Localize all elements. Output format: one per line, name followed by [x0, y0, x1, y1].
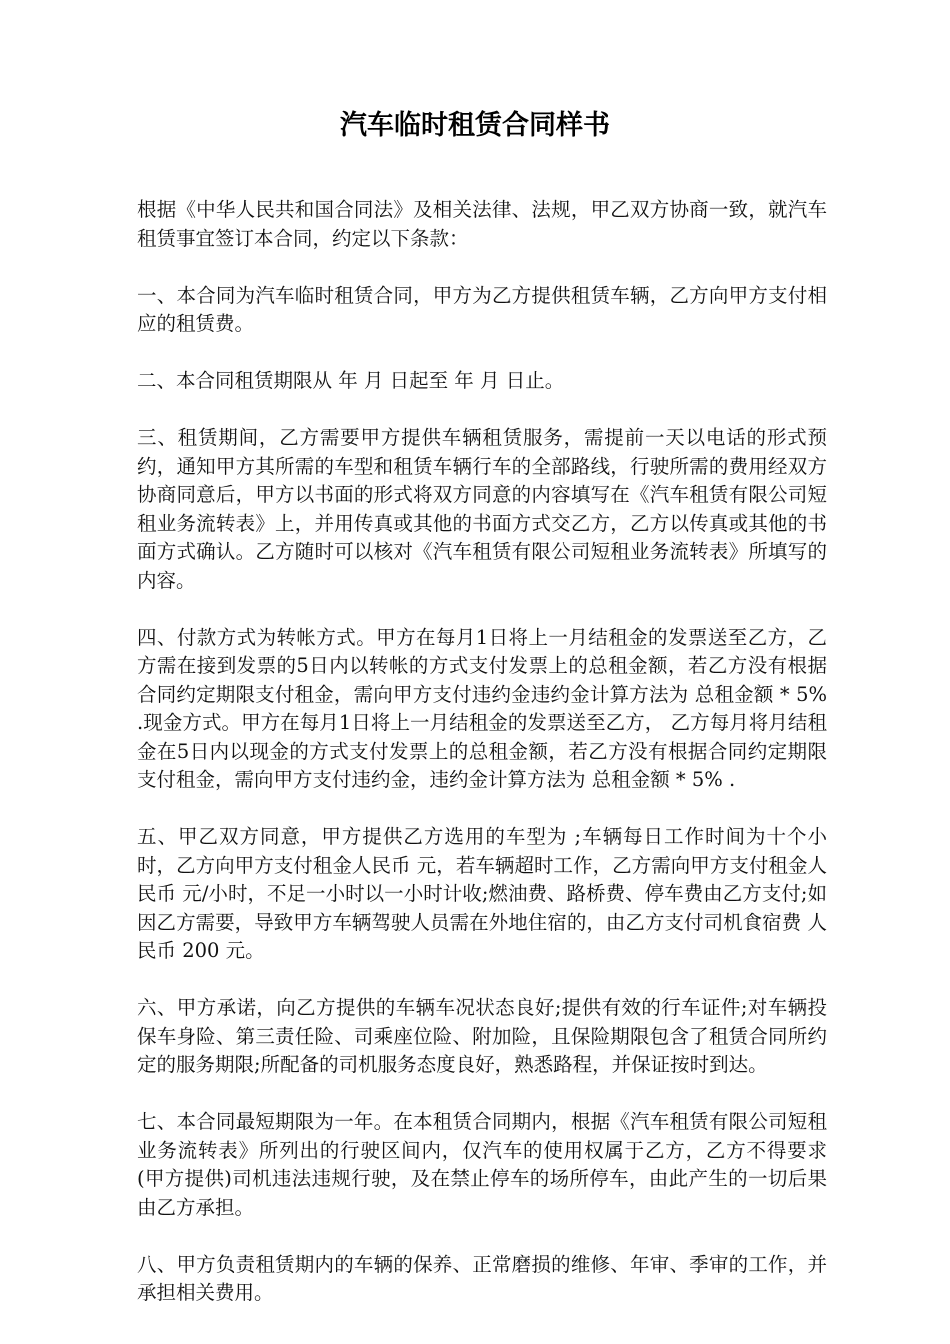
- clause-1-paragraph: 一、本合同为汽车临时租赁合同，甲方为乙方提供租赁车辆，乙方向甲方支付相应的租赁费。: [137, 283, 827, 335]
- document-title: 汽车临时租赁合同样书: [340, 110, 610, 141]
- clause-4-paragraph: 四、付款方式为转帐方式。甲方在每月1日将上一月结租金的发票送至乙方，乙方需在接到发票的5日内以转帐的方式支付发票上的总租金额，若乙方没有根据合同约定期限支付租金，需向甲方支付违约金违约金计算方法为 总租金额 * 5% .现金方式。甲方在每月1日将上一月结租金的发票送至乙方， 乙方每月将月结租金在5日内以现金的方式支付发票上的总租金额，若乙方没有根据合同约定期限支付租金，需向甲方支付违约金，违约金计算方法为 总租金额 * 5% .: [137, 625, 827, 791]
- clause-3-paragraph: 三、租赁期间，乙方需要甲方提供车辆租赁服务，需提前一天以电话的形式预约，通知甲方其所需的车型和租赁车辆行车的全部路线，行驶所需的费用经双方协商同意后，甲方以书面的形式将双方同意的内容填写在《汽车租赁有限公司短租业务流转表》上，并用传真或其他的书面方式交乙方，乙方以传真或其他的书面方式确认。乙方随时可以核对《汽车租赁有限公司短租业务流转表》所填写的内容。: [137, 426, 827, 592]
- clause-5-paragraph: 五、甲乙双方同意，甲方提供乙方选用的车型为 ;车辆每日工作时间为十个小时，乙方向甲方支付租金人民币 元，若车辆超时工作，乙方需向甲方支付租金人民币 元/小时，不足一小时以一小时计收;燃油费、路桥费、停车费由乙方支付;如因乙方需要，导致甲方车辆驾驶人员需在外地住宿的，由乙方支付司机食宿费 人民币 200 元。: [137, 825, 827, 962]
- clause-8-paragraph: 八、甲方负责租赁期内的车辆的保养、正常磨损的维修、年审、季审的工作，并承担相关费用。: [137, 1252, 827, 1304]
- contract-body: [137, 196, 827, 1336]
- clause-6-paragraph: 六、甲方承诺，向乙方提供的车辆车况状态良好;提供有效的行车证件;对车辆投保车身险、第三责任险、司乘座位险、附加险，且保险期限包含了租赁合同所约定的服务期限;所配备的司机服务态度良好，熟悉路程，并保证按时到达。: [137, 996, 827, 1076]
- clause-7-paragraph: 七、本合同最短期限为一年。在本租赁合同期内，根据《汽车租赁有限公司短租业务流转表》所列出的行驶区间内，仅汽车的使用权属于乙方，乙方不得要求(甲方提供)司机违法违规行驶，及在禁止停车的场所停车，由此产生的一切后果由乙方承担。: [137, 1110, 827, 1219]
- clause-2-paragraph: 二、本合同租赁期限从 年 月 日起至 年 月 日止。: [137, 369, 565, 392]
- intro-paragraph: 根据《中华人民共和国合同法》及相关法律、法规，甲乙双方协商一致，就汽车租赁事宜签订本合同，约定以下条款：: [137, 198, 827, 250]
